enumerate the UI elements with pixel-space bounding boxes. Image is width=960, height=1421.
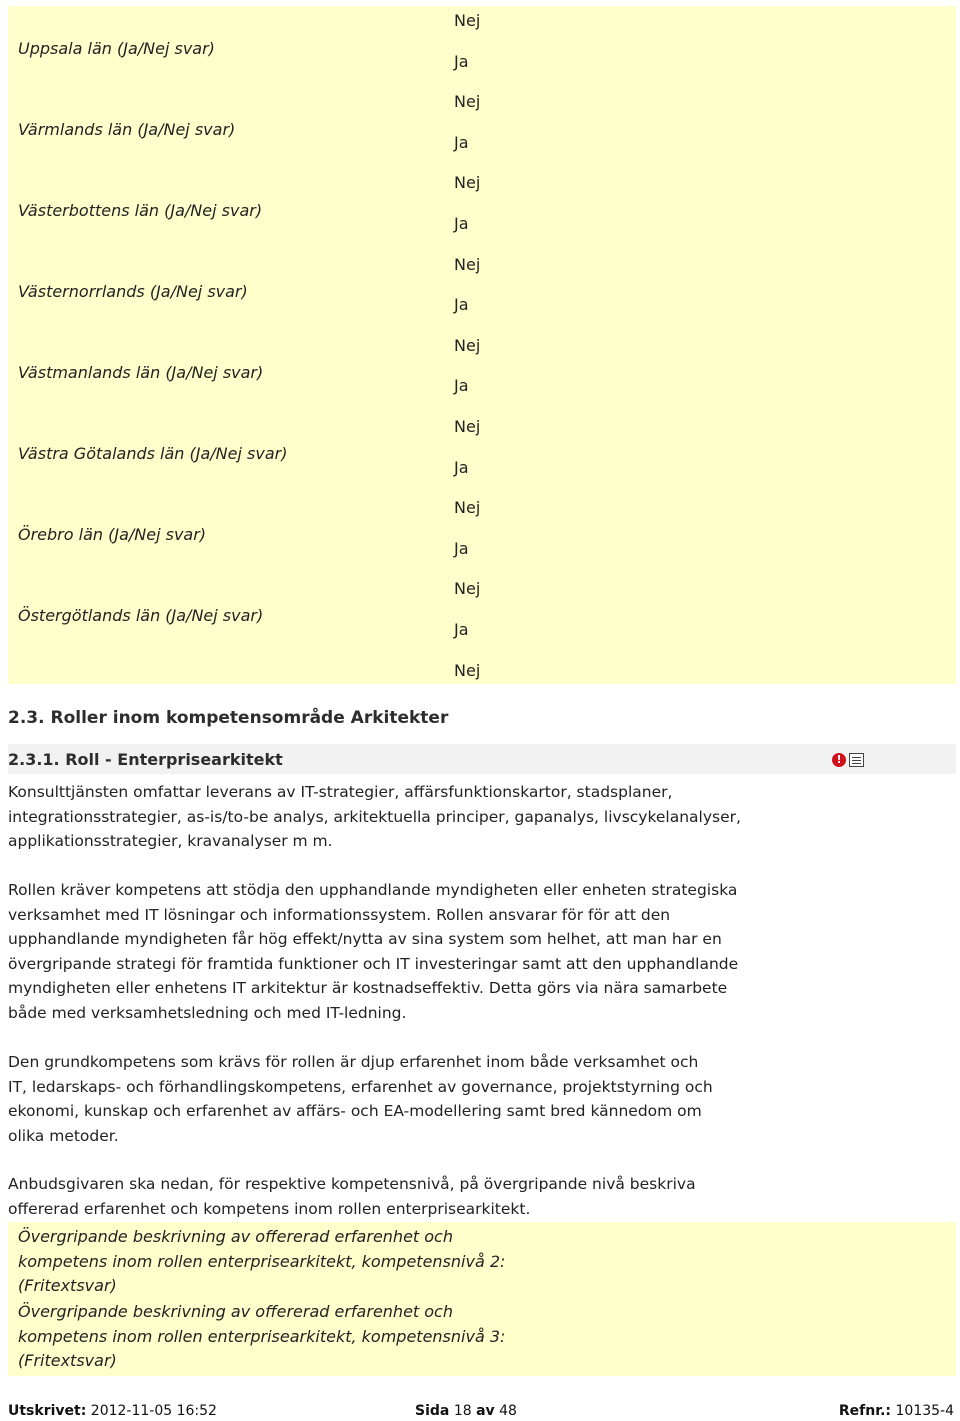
paragraph-line: upphandlande myndigheten får hög effekt/nytta av sina system som helhet, att man har en (8, 930, 722, 948)
answer-option[interactable]: Nej (454, 254, 481, 274)
document-edit-icon[interactable] (849, 753, 864, 767)
paragraph-line: ekonomi, kunskap och erfarenhet av affärs- och EA-modellering samt bred kännedom om (8, 1102, 702, 1120)
subsection-title: 2.3.1. Roll - Enterprisearkitekt (8, 750, 283, 769)
county-label: Uppsala län (Ja/Nej svar) (18, 39, 215, 58)
footer-page-current: 18 (453, 1403, 472, 1419)
paragraph-line: myndigheten eller enhetens IT arkitektur är kostnadseffektiv. Detta görs via nära samarbete (8, 979, 728, 997)
answer-option[interactable]: Nej (454, 92, 481, 112)
status-icons (832, 753, 864, 767)
answer-option[interactable]: Ja (454, 132, 469, 152)
county-table (8, 6, 956, 684)
answer-option[interactable]: Nej (454, 498, 481, 518)
answer-option[interactable]: Ja (454, 214, 469, 233)
county-label: Västmanlands län (Ja/Nej svar) (18, 363, 264, 382)
footer-ref-label: Refnr.: (838, 1403, 892, 1419)
county-label: Örebro län (Ja/Nej svar) (18, 525, 207, 544)
answer-option[interactable]: Ja (454, 538, 469, 558)
answer-option[interactable]: Nej (454, 660, 481, 680)
answer-question: Övergripande beskrivning av offererad erfarenhet och (18, 1227, 453, 1246)
footer-page-of: av (476, 1403, 495, 1419)
answer-option[interactable]: Nej (454, 417, 481, 436)
warning-icon[interactable]: ! (832, 753, 846, 767)
footer-page-total: 48 (499, 1403, 517, 1419)
paragraph-line: offererad erfarenhet och kompetens inom rollen enterprisearkitekt. (8, 1199, 531, 1218)
county-label: Östergötlands län (Ja/Nej svar) (18, 606, 264, 625)
answer-option[interactable]: Ja (454, 376, 469, 396)
paragraph-line: övergripande strategi för framtida funktioner och IT investeringar samt att den upphandlande (8, 954, 739, 973)
answer-question: Övergripande beskrivning av offererad erfarenhet och (18, 1302, 453, 1321)
paragraph-line: både med verksamhetsledning och med IT-ledning. (8, 1003, 407, 1022)
answer-option[interactable]: Ja (454, 295, 469, 315)
section-title: 2.3. Roller inom kompetensområde Arkitekter (8, 708, 449, 728)
footer-page (415, 1403, 517, 1419)
county-label: Västernorrlands (Ja/Nej svar) (18, 282, 248, 301)
answer-question: kompetens inom rollen enterprisearkitekt, kompetensnivå 2: (18, 1251, 506, 1271)
free-text-answer[interactable]: (Fritextsvar) (18, 1351, 117, 1370)
answer-option[interactable]: Ja (454, 620, 469, 639)
answer-option[interactable]: Nej (454, 335, 481, 355)
free-text-answer[interactable]: (Fritextsvar) (18, 1276, 117, 1295)
answer-option[interactable]: Nej (454, 579, 481, 599)
paragraph-line: applikationsstrategier, kravanalyser m m. (8, 832, 333, 850)
paragraph-line: verksamhet med IT lösningar och informationssystem. Rollen ansvarar för för att den (8, 905, 671, 924)
answer-option[interactable]: Nej (454, 11, 481, 30)
footer-printed-label: Utskrivet: (8, 1403, 87, 1419)
answer-question: kompetens inom rollen enterprisearkitekt, kompetensnivå 3: (18, 1326, 506, 1346)
paragraph-line: Konsulttjänsten omfattar leverans av IT-strategier, affärsfunktionskartor, stadsplaner, (8, 783, 673, 801)
paragraph-line: Den grundkompetens som krävs för rollen är djup erfarenhet inom både verksamhet och (8, 1053, 699, 1071)
paragraph (8, 1050, 908, 1148)
paragraph (8, 1172, 908, 1221)
footer-ref-value: 10135-4 (895, 1403, 954, 1419)
paragraph (8, 780, 908, 854)
footer-page-label: Sida (415, 1403, 450, 1419)
county-label: Västerbottens län (Ja/Nej svar) (18, 201, 263, 220)
footer-printed (8, 1403, 217, 1419)
answer-option[interactable]: Nej (454, 173, 481, 193)
paragraph-line: olika metoder. (8, 1126, 119, 1145)
paragraph-line: Anbudsgivaren ska nedan, för respektive kompetensnivå, på övergripande nivå beskriva (8, 1175, 696, 1193)
paragraph-line: integrationsstrategier, as-is/to-be analys, arkitektuella principer, gapanalys, livscykelanalyser, (8, 807, 741, 826)
subsection-header (8, 744, 956, 774)
footer-ref (839, 1403, 954, 1419)
footer-printed-value: 2012-11-05 16:52 (90, 1403, 217, 1419)
paragraph (8, 878, 908, 1025)
answer-option[interactable]: Ja (454, 457, 469, 477)
paragraph-line: Rollen kräver kompetens att stödja den upphandlande myndigheten eller enheten strategiska (8, 881, 738, 899)
answer-option[interactable]: Ja (454, 51, 469, 71)
paragraph-line: IT, ledarskaps- och förhandlingskompetens, erfarenhet av governance, projektstyrning och (8, 1077, 713, 1096)
answer-box (8, 1222, 956, 1376)
county-label: Västra Götalands län (Ja/Nej svar) (18, 444, 288, 463)
county-label: Värmlands län (Ja/Nej svar) (18, 120, 236, 139)
